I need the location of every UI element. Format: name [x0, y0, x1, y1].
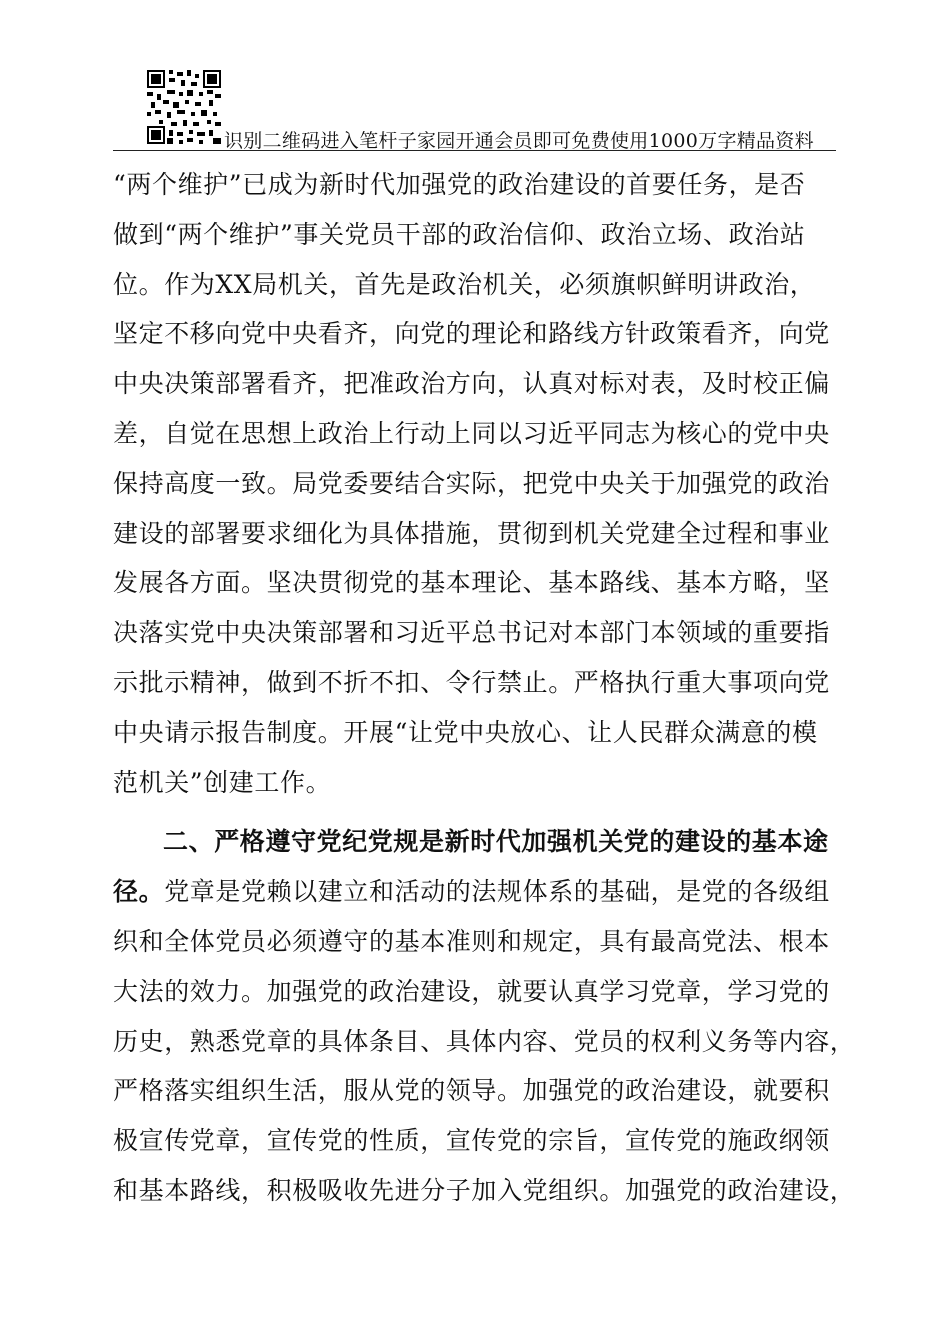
document-body — [113, 160, 856, 1216]
text-line: 中央请示报告制度。开展“让党中央放心、让人民群众满意的模 — [113, 717, 818, 747]
text-line: 保持高度一致。局党委要结合实际，把党中央关于加强党的政治 — [113, 468, 830, 498]
paragraph-gap — [113, 807, 837, 817]
section-heading: 二、严格遵守党纪党规是新时代加强机关党的建设的基本途 — [163, 827, 829, 857]
text-line: 示批示精神，做到不折不扣、令行禁止。严格执行重大事项向党 — [113, 667, 830, 697]
section-heading-end: 径。 — [113, 877, 165, 907]
header-divider — [113, 150, 836, 151]
text-line: 坚定不移向党中央看齐，向党的理论和路线方针政策看齐，向党 — [113, 319, 830, 349]
text-line: 发展各方面。坚决贯彻党的基本理论、基本路线、基本方略，坚 — [113, 568, 830, 598]
text-line: 和基本路线，积极吸收先进分子加入党组织。加强党的政治建设， — [113, 1175, 856, 1205]
text-line: “两个维护”已成为新时代加强党的政治建设的首要任务，是否 — [113, 170, 806, 199]
text-line: 历史，熟悉党章的具体条目、具体内容、党员的权利义务等内容， — [113, 1026, 856, 1056]
text-line — [113, 867, 837, 917]
header-promo-text: 识别二维码进入笔杆子家园开通会员即可免费使用1000万字精品资料 — [224, 130, 814, 152]
text-line: 织和全体党员必须遵守的基本准则和规定，具有最高党法、根本 — [113, 926, 830, 956]
text-line: 中央决策部署看齐，把准政治方向，认真对标对表，及时校正偏 — [113, 369, 830, 399]
text-line: 差，自觉在思想上政治上行动上同以习近平同志为核心的党中央 — [113, 418, 830, 448]
text-line: 做到“两个维护”事关党员干部的政治信仰、政治立场、政治站 — [113, 219, 806, 249]
text-line: 极宣传党章，宣传党的性质，宣传党的宗旨，宣传党的施政纲领 — [113, 1126, 830, 1156]
text-line: 建设的部署要求细化为具体措施，贯彻到机关党建全过程和事业 — [113, 518, 830, 548]
qr-code[interactable] — [147, 70, 221, 144]
paragraph-1 — [113, 160, 837, 807]
text-line: 范机关”创建工作。 — [113, 767, 332, 797]
text-line: 大法的效力。加强党的政治建设，就要认真学习党章，学习党的 — [113, 976, 830, 1006]
qr-code-graphic — [147, 70, 221, 144]
text-line: 位。作为XX局机关，首先是政治机关，必须旗帜鲜明讲政治， — [113, 269, 816, 299]
text-line: 严格落实组织生活，服从党的领导。加强党的政治建设，就要积 — [113, 1076, 830, 1106]
paragraph-2 — [113, 817, 856, 1215]
text-line: 决落实党中央决策部署和习近平总书记对本部门本领域的重要指 — [113, 618, 830, 648]
text-line-rest: 党章是党赖以建立和活动的法规体系的基础，是党的各级组 — [164, 877, 830, 907]
